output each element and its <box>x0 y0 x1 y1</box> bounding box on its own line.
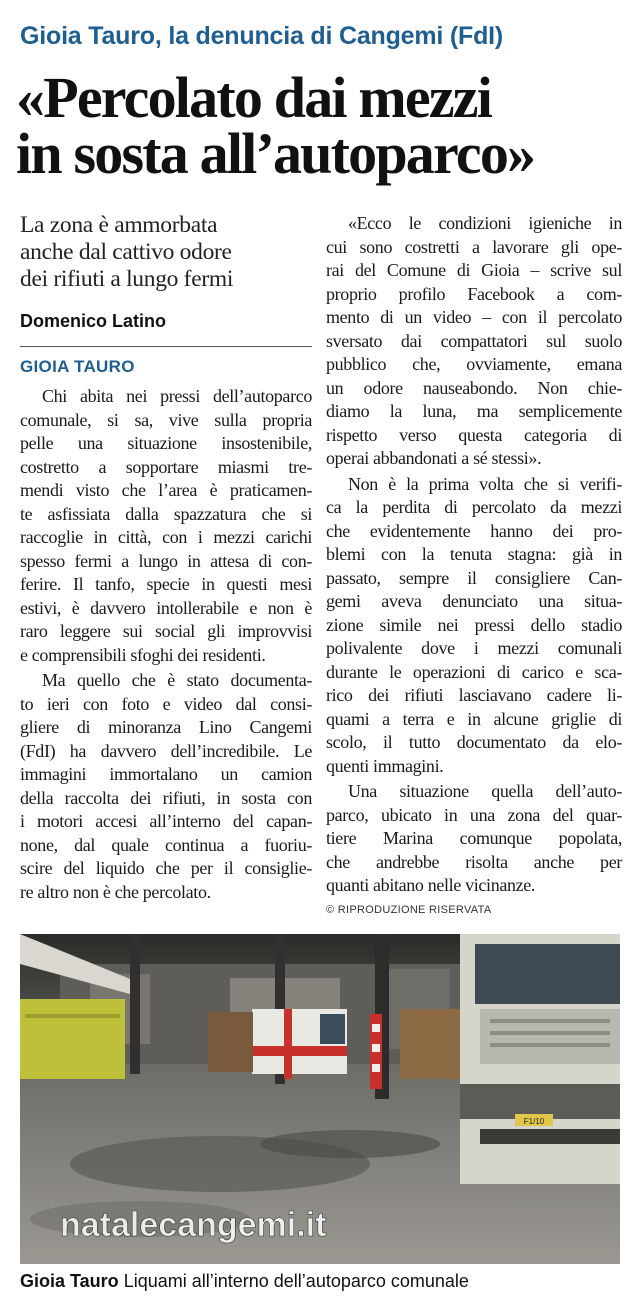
text-line: Chi abita nei pressi dell’autoparco <box>42 386 312 406</box>
text-line: (FdI) ha davvero dell’incredibile. Le <box>20 740 312 761</box>
text-line: Una situazione quella dell’auto- <box>348 781 622 801</box>
deck-line: La zona è ammorbata <box>20 212 218 238</box>
article-headline <box>16 65 626 186</box>
paragraph <box>326 473 622 779</box>
text-line: Ma quello che è stato documenta- <box>42 670 312 690</box>
text-line: tiere Marina comunque popolata, <box>326 828 622 848</box>
text-line: costretto a sopportare miasmi tre- <box>20 456 312 477</box>
text-line: quanti abitano nelle vicinanze. <box>326 875 536 895</box>
text-line: rispetto verso questa categoria di <box>326 424 622 445</box>
text-line: blemi con la tenuta stagna: già in <box>326 544 622 564</box>
text-line: re altro non è che percolato. <box>20 881 211 902</box>
text-line: mento di un video – con il percolato <box>326 307 622 327</box>
paragraph <box>326 780 622 898</box>
text-line: polivalente dove i mezzi comunali <box>326 638 622 658</box>
text-line: passato, sempre il consigliere Can- <box>326 567 622 588</box>
text-line: quami a terra e in alcune griglie di <box>326 708 622 729</box>
copyright-notice: © RIPRODUZIONE RISERVATA <box>326 903 492 916</box>
text-line: proprio profilo Facebook a com- <box>326 283 622 304</box>
paragraph <box>20 385 312 667</box>
text-line: gemi aveva denunciato una situa- <box>326 591 622 611</box>
text-line: quenti immagini. <box>326 755 444 776</box>
text-line: «Ecco le condizioni igieniche in <box>348 213 622 233</box>
left-column <box>20 212 312 904</box>
text-line: gliere di minoranza Lino Cangemi <box>20 717 312 737</box>
text-line: none, dal quale continua a fuoriu- <box>20 834 312 855</box>
paragraph <box>326 212 622 471</box>
text-line: raccoglie in città, con i mezzi carichi <box>20 527 312 547</box>
text-line: parco, ubicato in una zona del quar- <box>326 804 622 825</box>
text-line: scire del liquido che per il consiglie- <box>20 858 312 878</box>
deck-line: anche dal cattivo odore <box>20 239 232 265</box>
deck-line: dei rifiuti a lungo fermi <box>20 266 234 292</box>
paragraph <box>20 669 312 904</box>
text-line: operai abbandonati a sé stessi». <box>326 448 542 468</box>
author-byline: Domenico Latino <box>20 311 167 331</box>
text-line: Non è la prima volta che si verifi- <box>348 473 622 494</box>
text-line: pelle una situazione insostenibile, <box>20 433 312 453</box>
text-line: raro leggere sui social gli improvvisi <box>20 621 312 641</box>
text-line: rico dei rifiuti lasciavano cadere li- <box>326 685 622 705</box>
headline-line: in sosta all’autoparco» <box>16 121 535 186</box>
right-column <box>326 212 622 916</box>
caption-text: Liquami all’interno dell’autoparco comunale <box>123 1271 469 1291</box>
text-line: te asfissiata dalla spazzatura che si <box>20 503 312 524</box>
article-photo <box>20 934 620 1264</box>
dateline: GIOIA TAURO <box>20 357 135 376</box>
text-line: che andrebbe risolta anche per <box>326 851 622 872</box>
text-line: e comprensibili sfoghi dei residenti. <box>20 644 266 665</box>
text-line: estivi, è davvero intollerabile e non è <box>20 597 312 618</box>
photo-watermark: natalecangemi.it <box>60 1206 327 1244</box>
text-line: zione simile nei pressi dello stadio <box>326 614 622 635</box>
text-line: diamo la luna, ma semplicemente <box>326 401 622 421</box>
caption-place: Gioia Tauro <box>20 1271 119 1291</box>
text-line: rai del Comune di Gioia – scrive sul <box>326 260 622 280</box>
text-line: ferire. Il tanfo, specie in questi mesi <box>20 574 312 594</box>
text-line: ca la perdita di percolato da mezzi <box>326 497 622 517</box>
text-line: cui sono costretti a lavorare gli ope- <box>326 236 622 257</box>
article-deck <box>20 212 312 293</box>
text-line: della raccolta dei rifiuti, in sosta con <box>20 787 312 808</box>
text-line: i motori accesi all’interno del capan- <box>20 811 312 831</box>
truck-badge: F1/10 <box>523 1117 545 1126</box>
text-line: che evidentemente hanno dei pro- <box>326 520 622 541</box>
text-line: mendi visto che l’area è praticamen- <box>20 480 312 500</box>
text-line: spesso fermi a lungo in attesa di con- <box>20 550 312 571</box>
text-line: comunale, si sa, vive sulla propria <box>20 409 312 430</box>
text-line: scolo, il tutto documentato da elo- <box>326 732 622 752</box>
text-line: durante le operazioni di carico e sca- <box>326 661 622 682</box>
photo-caption <box>20 1271 469 1292</box>
text-line: un odore nauseabondo. Non chie- <box>326 377 622 398</box>
text-line: pubblico che, ovviamente, emana <box>326 354 622 374</box>
text-line: to ieri con foto e video dal consi- <box>20 693 312 714</box>
divider <box>20 346 312 347</box>
article-kicker: Gioia Tauro, la denuncia di Cangemi (FdI) <box>20 22 504 50</box>
text-line: immagini immortalano un camion <box>20 764 312 784</box>
headline-line: «Percolato dai mezzi <box>16 65 492 130</box>
text-line: sversato dai compattatori sul suolo <box>326 330 622 351</box>
right-body-text <box>326 212 622 898</box>
left-body-text <box>20 385 312 904</box>
